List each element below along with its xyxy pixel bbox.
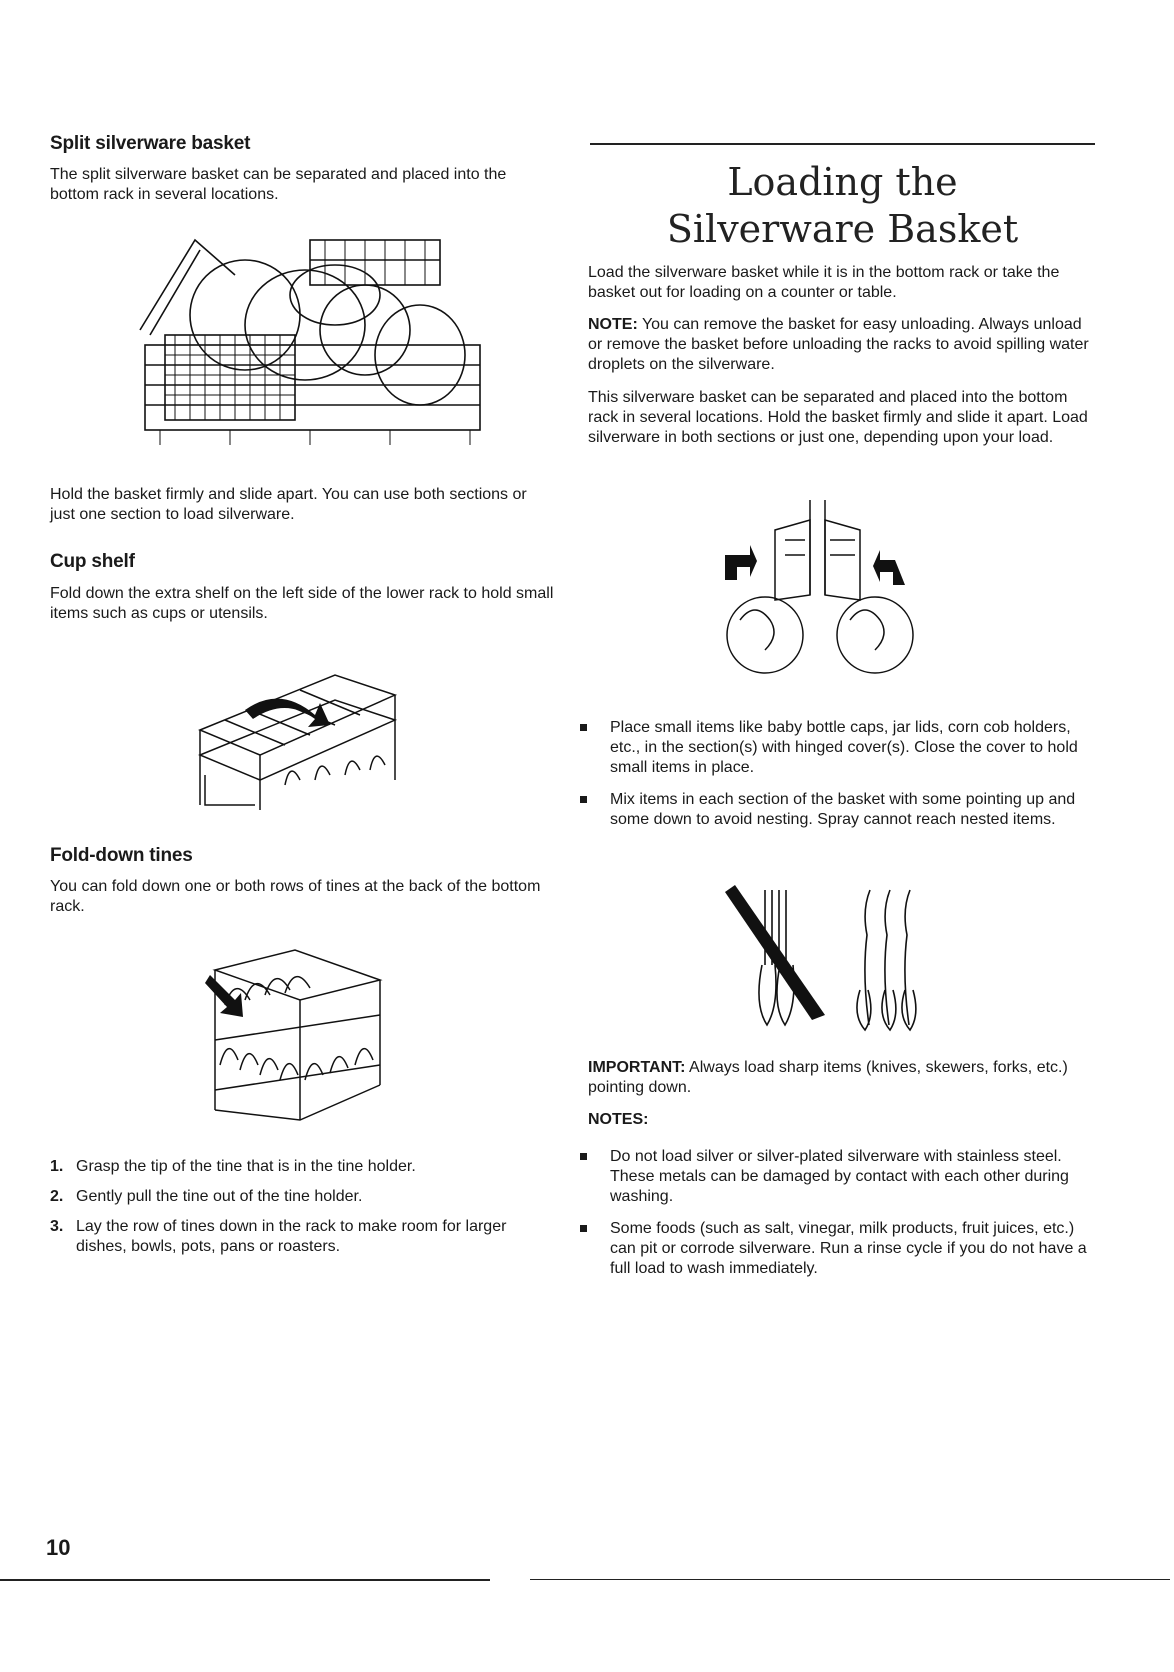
- note-item-text: Do not load silver or silver-plated silverware with stainless steel. These metals can be damaged by contact with each other during washing.: [610, 1148, 1069, 1205]
- basket-separation-illustration: [715, 500, 965, 680]
- note-item: [580, 1219, 1090, 1279]
- step-number: 2.: [50, 1188, 64, 1205]
- fold-down-tines-heading: Fold-down tines: [50, 845, 193, 866]
- split-basket-heading: Split silverware basket: [50, 133, 251, 154]
- bottom-rack-illustration: [135, 235, 495, 450]
- step-1: [50, 1157, 560, 1177]
- intro-text: Load the silverware basket while it is in the bottom rack or take the basket out for loading on a counter or table.: [588, 264, 1060, 301]
- bullet-text: Mix items in each section of the basket with some pointing up and some down to avoid nesting. Spray cannot reach nested items.: [610, 791, 1076, 828]
- footer-rule-right: [530, 1579, 1170, 1580]
- important-text: Always load sharp items (knives, skewers, forks, etc.) pointing down.: [588, 1059, 1068, 1096]
- page-title-line-1: Loading the: [727, 160, 958, 204]
- important-paragraph: [588, 1058, 1098, 1098]
- step-number: 1.: [50, 1158, 64, 1175]
- notes-list: [580, 1147, 1090, 1279]
- fold-down-tines-text: You can fold down one or both rows of tines at the back of the bottom rack.: [50, 878, 541, 915]
- step-2: [50, 1187, 560, 1207]
- loading-bullets: [580, 718, 1090, 830]
- fold-down-steps: [50, 1157, 560, 1257]
- separate-text: This silverware basket can be separated and placed into the bottom rack in several locations. Hold the basket firmly and slide it apart. Load silverware in both sections or just one, depending upon your load.: [588, 389, 1088, 446]
- page-number: 10: [46, 1535, 71, 1560]
- footer-rule-left: [0, 1579, 490, 1581]
- cup-shelf-heading: Cup shelf: [50, 551, 135, 572]
- step-3: [50, 1217, 560, 1257]
- note-label: NOTE:: [588, 316, 638, 333]
- step-text: Gently pull the tine out of the tine holder.: [76, 1188, 363, 1205]
- bullet-item: [580, 718, 1090, 778]
- important-label: IMPORTANT:: [588, 1059, 686, 1076]
- cup-shelf-illustration: [195, 655, 405, 815]
- step-text: Grasp the tip of the tine that is in the tine holder.: [76, 1158, 416, 1175]
- silverware-orientation-illustration: [720, 880, 950, 1035]
- split-basket-caption: Hold the basket firmly and slide apart. You can use both sections or just one section to load silverware.: [50, 486, 527, 523]
- fold-down-tines-illustration: [205, 945, 405, 1125]
- page-title-line-2: Silverware Basket: [666, 207, 1019, 251]
- note-item-text: Some foods (such as salt, vinegar, milk products, fruit juices, etc.) can pit or corrode silverware. Run a rinse cycle if you do not have a full load to wash immediately.: [610, 1220, 1087, 1277]
- notes-label: NOTES:: [588, 1111, 649, 1128]
- cup-shelf-text: Fold down the extra shelf on the left side of the lower rack to hold small items such as cups or utensils.: [50, 585, 554, 622]
- note-text: You can remove the basket for easy unloading. Always unload or remove the basket before unloading the racks to avoid spilling water droplets on the silverware.: [588, 316, 1089, 373]
- note-item: [580, 1147, 1090, 1207]
- bullet-text: Place small items like baby bottle caps, jar lids, corn cob holders, etc., in the section(s) with hinged cover(s). Close the cover to hold small items in place.: [610, 719, 1078, 776]
- step-number: 3.: [50, 1218, 64, 1235]
- title-rule: [590, 143, 1095, 145]
- note-paragraph: [588, 315, 1098, 375]
- bullet-item: [580, 790, 1090, 830]
- split-basket-text: The split silverware basket can be separated and placed into the bottom rack in several locations.: [50, 166, 507, 203]
- step-text: Lay the row of tines down in the rack to make room for larger dishes, bowls, pots, pans or roasters.: [76, 1218, 507, 1255]
